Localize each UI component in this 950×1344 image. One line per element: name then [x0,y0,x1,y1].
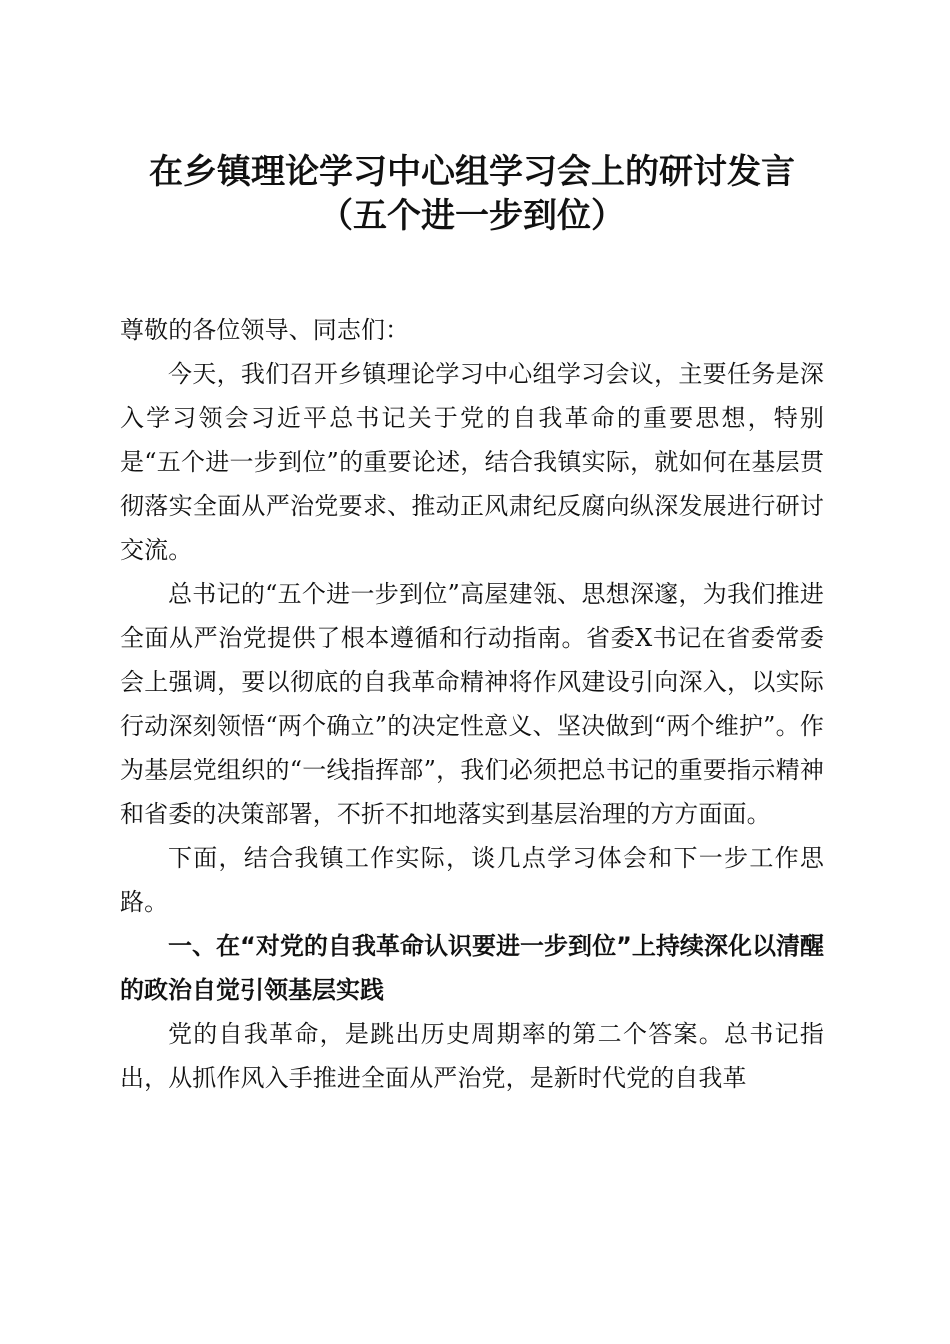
paragraph-intro: 今天，我们召开乡镇理论学习中心组学习会议，主要任务是深入学习领会习近平总书记关于党的自我革命的重要思想，特别是“五个进一步到位”的重要论述，结合我镇实际，就如何在基层贯彻落实全面从严治党要求、推动正风肃纪反腐向纵深发展进行研讨交流。 [120,360,824,564]
salutation: 尊敬的各位领导、同志们： [120,316,410,344]
paragraph-transition: 下面，结合我镇工作实际，谈几点学习体会和下一步工作思路。 [120,844,824,916]
document-title: 在乡镇理论学习中心组学习会上的研讨发言 [149,152,795,192]
document-page [120,150,824,1100]
document-subtitle: （五个进一步到位） [319,196,625,236]
section-heading-1: 一、在“对党的自我革命认识要进一步到位”上持续深化以清醒的政治自觉引领基层实践 [120,932,824,1004]
section-paragraph-1: 党的自我革命，是跳出历史周期率的第二个答案。总书记指出，从抓作风入手推进全面从严治党，是新时代党的自我革 [120,1020,824,1092]
paragraph-context: 总书记的“五个进一步到位”高屋建瓴、思想深邃，为我们推进全面从严治党提供了根本遵循和行动指南。省委X书记在省委常委会上强调，要以彻底的自我革命精神将作风建设引向深入，以实际行动深刻领悟“两个确立”的决定性意义、坚决做到“两个维护”。作为基层党组织的“一线指挥部”，我们必须把总书记的重要指示精神和省委的决策部署，不折不扣地落实到基层治理的方方面面。 [120,580,824,828]
